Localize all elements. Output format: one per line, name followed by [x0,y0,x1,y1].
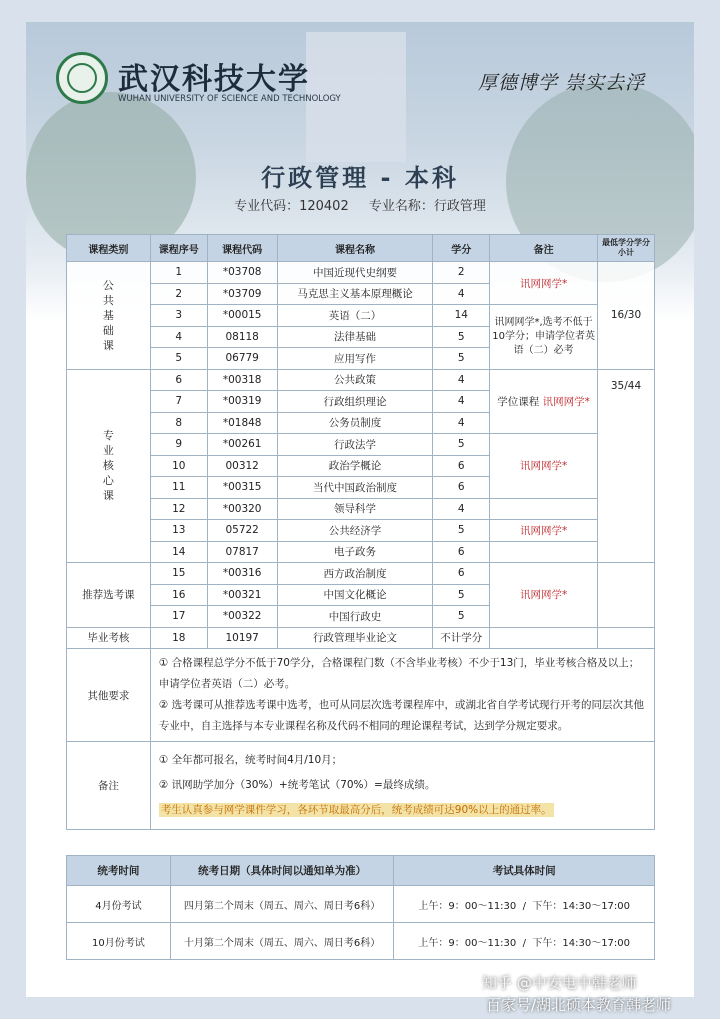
course-name: 公务员制度 [277,412,433,434]
course-credit: 5 [433,520,490,542]
course-name: 西方政治制度 [277,563,433,585]
course-credit: 5 [433,584,490,606]
course-seq: 2 [150,283,207,305]
exam-date: 四月第二个周末（周五、周六、周日考6科） [170,886,394,923]
course-code: *00261 [207,434,277,456]
exam-header: 统考时间 [67,856,171,886]
course-seq: 3 [150,305,207,327]
course-credit: 6 [433,477,490,499]
course-code: 07817 [207,541,277,563]
table-row [67,627,655,649]
course-code: *00320 [207,498,277,520]
course-credit: 6 [433,455,490,477]
exam-time: 10月份考试 [67,923,171,960]
logo-ring [67,63,97,93]
subtotal-empty [598,563,655,628]
note-item: ① 全年都可报名，统考时间4月/10月； [158,754,343,766]
course-code: *00015 [207,305,277,327]
other-req-item: ② 选考课可从推荐选考课中选考，也可从同层次选考课程库中，或湖北省自学考试现行开考的同层次其他专业中，自主选择与本专业课程名称及代码不相同的理论课程考试，达到学分规定要求。 [158,699,645,732]
university-motto: 厚德博学 崇实去浮 [478,72,646,94]
course-seq: 11 [150,477,207,499]
exam-pm: 下午：14:30～17:00 [532,937,631,949]
remark-xw: 讯网网学* [490,434,598,499]
notes-row [67,742,655,830]
remark-degree-suffix: 讯网网学* [542,395,590,408]
exam-header: 统考日期（具体时间以通知单为准） [170,856,394,886]
watermark-zhihu: 知乎 @中安电中韩老师 [482,974,637,992]
course-credit: 4 [433,412,490,434]
subtotal-empty [598,627,655,649]
course-code: *03709 [207,283,277,305]
course-seq: 7 [150,391,207,413]
header-remark: 备注 [490,235,598,262]
course-code: 08118 [207,326,277,348]
exam-time: 4月份考试 [67,886,171,923]
course-credit: 4 [433,391,490,413]
category-thesis: 毕业考核 [67,627,151,649]
course-credit: 5 [433,348,490,370]
subtotal-core: 35/44 [598,369,655,563]
other-requirements [150,649,654,742]
exam-sep: / [522,900,527,912]
exam-header: 考试具体时间 [394,856,655,886]
header-code: 课程代码 [207,235,277,262]
table-row [67,520,655,542]
remark-xw: 讯网网学* [490,262,598,305]
course-code: *00321 [207,584,277,606]
course-name: 英语（二） [277,305,433,327]
table-row [67,563,655,585]
remark-xw: 讯网网学* [490,520,598,542]
course-seq: 14 [150,541,207,563]
course-credit: 不计学分 [433,627,490,649]
course-seq: 6 [150,369,207,391]
course-name: 政治学概论 [277,455,433,477]
header-category: 课程类别 [67,235,151,262]
course-seq: 4 [150,326,207,348]
page-title: 行政管理 - 本科 [261,164,459,192]
course-credit: 6 [433,563,490,585]
course-code: 00312 [207,455,277,477]
table-row [67,434,655,456]
other-req-item: ① 合格课程总学分不低于70学分，合格课程门数（不含毕业考核）不少于13门，毕业考核合格及以上；申请学位者英语（二）必考。 [158,657,640,690]
table-row [67,541,655,563]
course-credit: 5 [433,434,490,456]
table-row [67,305,655,327]
course-credit: 14 [433,305,490,327]
course-table [66,234,655,830]
course-name: 行政法学 [277,434,433,456]
exam-hours [394,923,655,960]
course-seq: 8 [150,412,207,434]
course-code: *00318 [207,369,277,391]
course-seq: 18 [150,627,207,649]
course-credit: 4 [433,369,490,391]
major-name: 专业名称：行政管理 [368,199,486,214]
course-name: 马克思主义基本原理概论 [277,283,433,305]
course-name: 领导科学 [277,498,433,520]
other-requirements-row [67,649,655,742]
course-seq: 16 [150,584,207,606]
course-credit: 4 [433,283,490,305]
notes [150,742,654,830]
course-code: 05722 [207,520,277,542]
university-logo [56,52,108,104]
course-code: *03708 [207,262,277,284]
course-credit: 4 [433,498,490,520]
exam-row [67,923,655,960]
exam-sep: / [522,937,527,949]
category-remarks: 备注 [67,742,151,830]
header-name: 课程名称 [277,235,433,262]
course-credit: 5 [433,326,490,348]
course-name: 公共经济学 [277,520,433,542]
exam-schedule-table [66,855,655,960]
course-credit: 2 [433,262,490,284]
course-code: *00319 [207,391,277,413]
course-name: 行政组织理论 [277,391,433,413]
header-seq: 课程序号 [150,235,207,262]
course-credit: 5 [433,606,490,628]
remark-empty [490,498,598,520]
course-seq: 10 [150,455,207,477]
course-name: 法律基础 [277,326,433,348]
course-name: 中国文化概论 [277,584,433,606]
course-code: 10197 [207,627,277,649]
course-seq: 17 [150,606,207,628]
exam-am: 上午：9：00～11:30 [418,937,517,949]
header-credit: 学分 [433,235,490,262]
table-header-row [67,235,655,262]
exam-pm: 下午：14:30～17:00 [532,900,631,912]
course-code: *00315 [207,477,277,499]
table-row [67,262,655,284]
remark-empty [490,541,598,563]
major-code: 专业代码：120402 [234,199,349,214]
exam-row [67,886,655,923]
exam-header-row [67,856,655,886]
exam-hours [394,886,655,923]
note-highlight: 考生认真参与网学课件学习，各环节取最高分后，统考成绩可达90%以上的通过率。 [160,804,552,816]
university-name-en: WUHAN UNIVERSITY OF SCIENCE AND TECHNOLOGY [118,94,341,104]
table-row [67,498,655,520]
course-name: 应用写作 [277,348,433,370]
category-other: 其他要求 [67,649,151,742]
course-seq: 5 [150,348,207,370]
remark-xw: 讯网网学* [490,563,598,628]
exam-am: 上午：9：00～11:30 [418,900,517,912]
course-name: 中国近现代史纲要 [277,262,433,284]
watermark-baijiahao: 百家号/湖北硕本教育韩老师 [486,996,672,1014]
remark-degree [490,369,598,434]
course-code: *01848 [207,412,277,434]
course-credit: 6 [433,541,490,563]
remark-empty [490,627,598,649]
course-name: 公共政策 [277,369,433,391]
remark-degree-prefix: 学位课程 [497,395,543,408]
course-seq: 15 [150,563,207,585]
course-code: *00322 [207,606,277,628]
note-item: ② 讯网助学加分（30%）+统考笔试（70%）=最终成绩。 [158,779,436,791]
course-seq: 1 [150,262,207,284]
subtotal-public: 16/30 [598,262,655,370]
course-name: 中国行政史 [277,606,433,628]
university-name: 武汉科技大学 [118,62,310,97]
header-min-credit: 最低学分学分小计 [598,235,655,262]
table-row [67,369,655,391]
category-elective: 推荐选考课 [67,563,151,628]
course-name: 电子政务 [277,541,433,563]
remark-english: 讯网网学*,选考不低于10学分；申请学位者英语（二）必考 [490,305,598,370]
major-info [26,195,694,214]
course-seq: 9 [150,434,207,456]
exam-date: 十月第二个周末（周五、周六、周日考6科） [170,923,394,960]
category-public: 公 共 基 础 课 [67,262,151,370]
course-name: 当代中国政治制度 [277,477,433,499]
course-seq: 13 [150,520,207,542]
course-code: *00316 [207,563,277,585]
course-seq: 12 [150,498,207,520]
course-name: 行政管理毕业论文 [277,627,433,649]
category-core: 专 业 核 心 课 [67,369,151,563]
course-code: 06779 [207,348,277,370]
